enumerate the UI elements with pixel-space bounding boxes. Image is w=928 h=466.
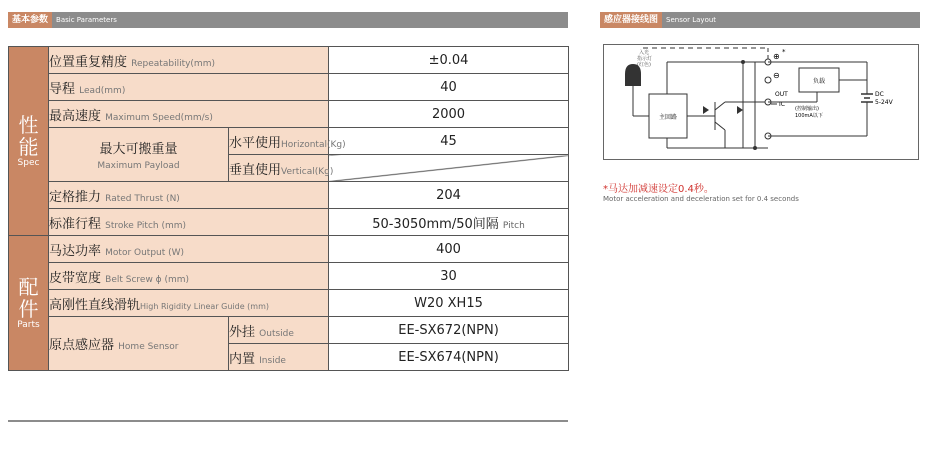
label-zh: 导程 — [49, 81, 76, 97]
label-en: Maximum Payload — [97, 160, 180, 171]
bottom-divider — [8, 420, 568, 422]
table-row — [9, 101, 569, 128]
header-title-zh: 基本参数 — [8, 12, 52, 28]
row-sublabel — [229, 317, 329, 344]
label-en: Repeatability(mm) — [131, 58, 215, 69]
label-zh: 定格推力 — [49, 189, 102, 205]
minus-terminal-label: ⊖ — [773, 71, 780, 80]
header-title-en: Basic Parameters — [56, 16, 117, 24]
sensor-wiring-diagram — [603, 44, 919, 160]
star-mark: * — [782, 48, 786, 56]
basic-parameters-header — [8, 12, 568, 28]
category-char: 件 — [18, 297, 39, 321]
row-label — [49, 236, 329, 263]
row-label — [49, 182, 329, 209]
acceleration-note-cn: *马达加减速设定0.4秒。 — [603, 184, 714, 195]
row-value: W20 XH15 — [329, 290, 569, 317]
row-value: 204 — [329, 182, 569, 209]
dc-label: DC — [875, 91, 884, 98]
row-value — [329, 209, 569, 236]
output-note-2: 100mA以下 — [795, 113, 823, 119]
label-zh: 外挂 — [229, 324, 256, 340]
row-value: 30 — [329, 263, 569, 290]
row-value: EE-SX674(NPN) — [329, 344, 569, 371]
row-label-home-sensor — [49, 317, 229, 371]
terminal — [765, 77, 771, 83]
category-char: 配 — [18, 275, 39, 299]
label-en: Lead(mm) — [79, 85, 126, 96]
lamp-label-line: (红色) — [637, 62, 651, 68]
row-label — [49, 101, 329, 128]
lamp-label-line: 指示灯 — [637, 56, 653, 62]
row-value: 2000 — [329, 101, 569, 128]
spec-table — [8, 46, 569, 371]
plus-terminal-label: ⊕ — [773, 52, 780, 61]
row-value: 45 — [329, 128, 569, 155]
label-en: Belt Screw ϕ (mm) — [105, 274, 190, 285]
lamp-label-line: 入光 — [639, 50, 650, 56]
label-zh: 位置重复精度 — [49, 54, 128, 70]
label-en: Horizontal(Kg) — [281, 139, 346, 150]
row-value: EE-SX672(NPN) — [329, 317, 569, 344]
row-sublabel — [229, 344, 329, 371]
label-zh: 高刚性直线滑轨 — [49, 297, 141, 313]
voltage-label: 5-24V — [875, 99, 893, 106]
label-zh: 水平使用 — [229, 135, 282, 151]
value-sub: Pitch — [502, 220, 525, 231]
table-row — [9, 263, 569, 290]
category-en: Spec — [17, 158, 40, 168]
label-en: Maximum Speed(mm/s) — [105, 112, 213, 123]
row-label — [49, 263, 329, 290]
row-value-empty — [329, 155, 569, 182]
label-zh: 最高速度 — [49, 108, 102, 124]
header-title-zh: 感应器接线图 — [600, 12, 662, 28]
label-zh: 内置 — [229, 351, 256, 367]
load-label: 负载 — [812, 78, 826, 85]
label-zh: 标准行程 — [49, 216, 102, 232]
category-parts — [9, 236, 49, 371]
label-en: Motor Output (W) — [105, 247, 185, 258]
table-row — [9, 74, 569, 101]
table-row — [9, 236, 569, 263]
label-en: Outside — [259, 328, 294, 339]
label-en: Vertical(Kg) — [281, 166, 334, 177]
label-en: Home Sensor — [118, 342, 179, 352]
junction — [741, 60, 745, 64]
row-value: ±0.04 — [329, 47, 569, 74]
label-zh: 原点感应器 — [49, 338, 115, 353]
table-row — [9, 128, 569, 155]
label-zh: 垂直使用 — [229, 162, 282, 178]
row-label-payload — [49, 128, 229, 182]
label-zh: 最大可搬重量 — [99, 141, 178, 157]
category-char: 能 — [18, 135, 39, 159]
category-spec — [9, 47, 49, 236]
row-label — [49, 47, 329, 74]
table-row — [9, 182, 569, 209]
row-label — [49, 209, 329, 236]
junction — [753, 146, 757, 150]
label-zh: 马达功率 — [49, 243, 102, 259]
row-label — [49, 74, 329, 101]
category-char: 性 — [18, 113, 39, 137]
output-note: (控制输出) — [795, 106, 819, 112]
table-row — [9, 209, 569, 236]
value-text: 50-3050mm/50间隔 — [372, 216, 499, 232]
label-en: High Rigidity Linear Guide (mm) — [140, 301, 270, 311]
acceleration-note-en: Motor acceleration and deceleration set for 0.4 seconds — [603, 195, 799, 203]
header-title-en: Sensor Layout — [666, 16, 717, 24]
label-en: Rated Thrust (N) — [105, 193, 180, 204]
table-row — [9, 290, 569, 317]
table-row — [9, 317, 569, 344]
label-zh: 皮带宽度 — [49, 270, 102, 286]
label-en: Stroke Pitch (mm) — [105, 220, 187, 231]
row-value: 40 — [329, 74, 569, 101]
category-en: Parts — [17, 320, 40, 330]
label-en: Inside — [259, 355, 286, 366]
sensor-layout-header — [600, 12, 920, 28]
row-value: 400 — [329, 236, 569, 263]
ic-label: IC — [779, 101, 785, 108]
row-sublabel — [229, 155, 334, 182]
row-label — [49, 290, 329, 317]
row-sublabel — [229, 128, 346, 155]
table-row — [9, 47, 569, 74]
out-label: OUT — [775, 91, 788, 98]
main-circuit-label: 主回路 — [658, 114, 678, 121]
